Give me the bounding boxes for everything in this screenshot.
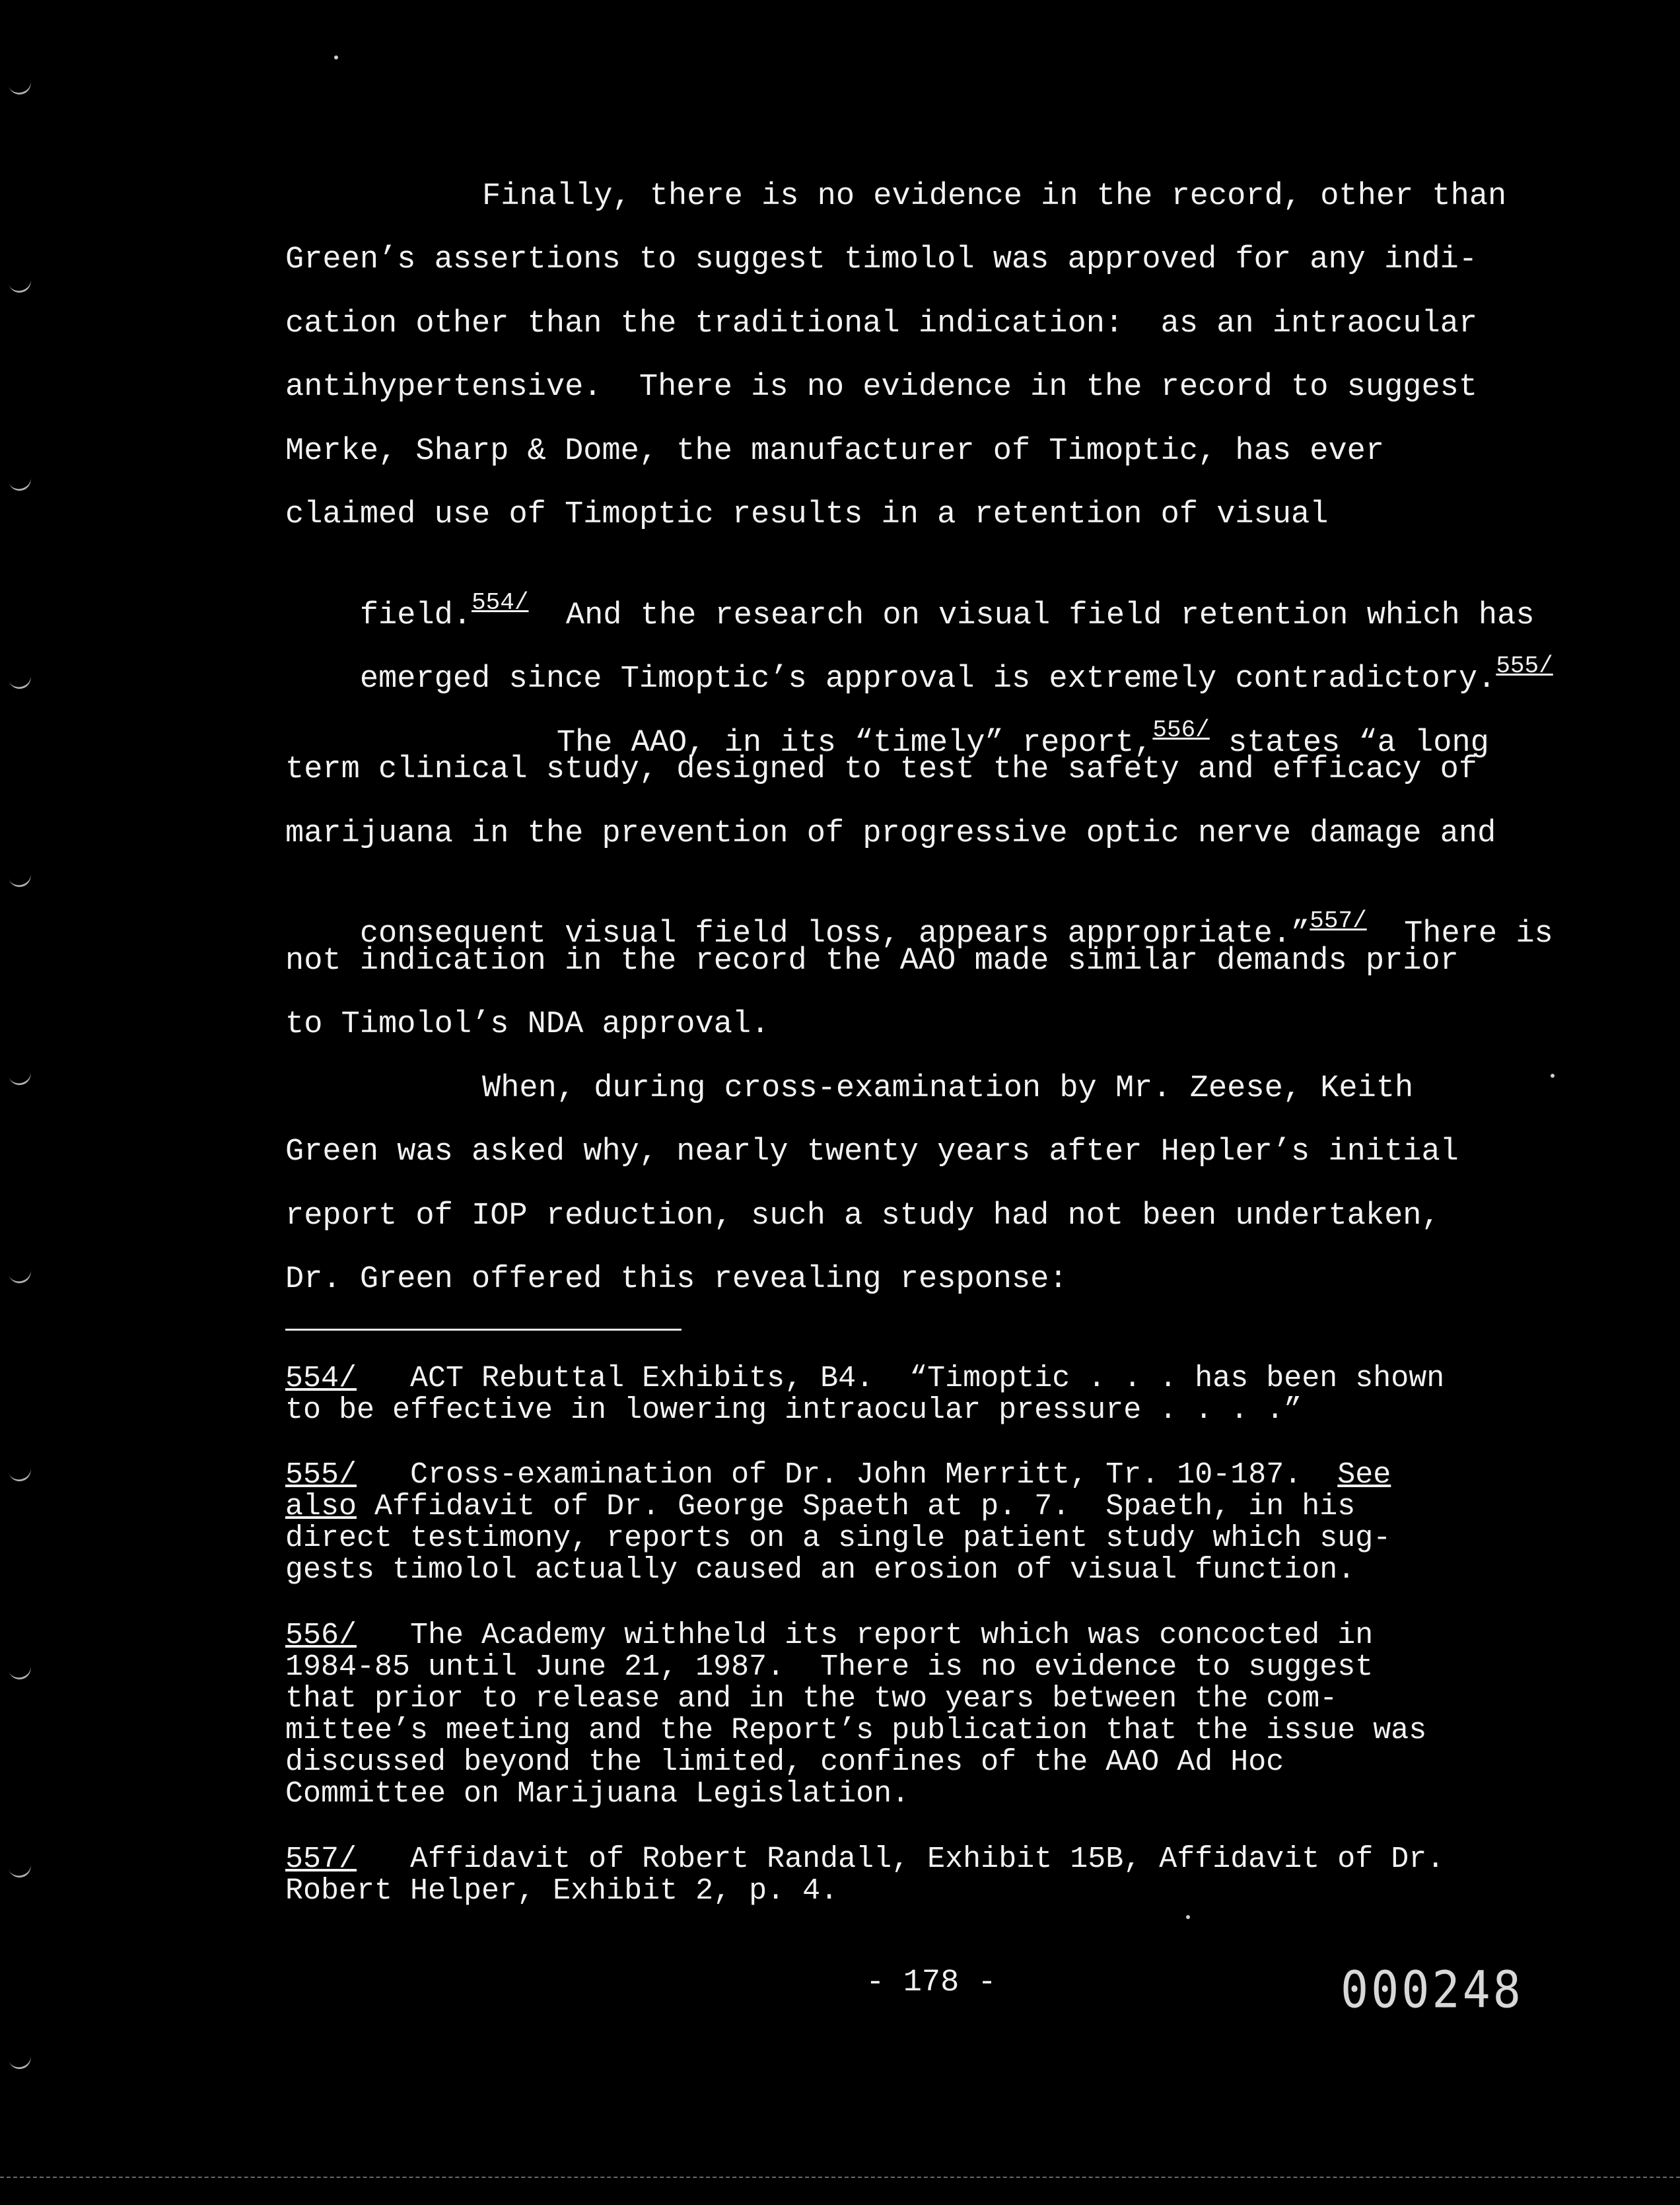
body-line: When, during cross-examination by Mr. Zeese, Keith bbox=[482, 1071, 1414, 1106]
footnote-line: Committee on Marijuana Legislation. bbox=[285, 1777, 910, 1811]
body-text: emerged since Timoptic’s approval is extremely contradictory. bbox=[359, 662, 1496, 697]
body-line: claimed use of Timoptic results in a retention of visual bbox=[285, 497, 1329, 532]
see-also-citation: also bbox=[285, 1490, 357, 1523]
bates-stamp: 000248 bbox=[1341, 1959, 1523, 2020]
footnote-number: 557/ bbox=[285, 1842, 357, 1876]
footnote-554 bbox=[285, 1363, 1580, 1426]
scan-speck bbox=[334, 55, 338, 59]
footnote-line: gests timolol actually caused an erosion of visual function. bbox=[285, 1553, 1356, 1587]
body-line: Green was asked why, nearly twenty years after Hepler’s initial bbox=[285, 1135, 1459, 1170]
footnote-text: The Academy withheld its report which was concocted in bbox=[357, 1619, 1374, 1652]
footnote-line: that prior to release and in the two years between the com- bbox=[285, 1682, 1338, 1716]
footnote-number: 554/ bbox=[285, 1362, 357, 1395]
footnote-line: 1984-85 until June 21, 1987. There is no evidence to suggest bbox=[285, 1650, 1374, 1684]
footnote-text: ACT Rebuttal Exhibits, B4. “Timoptic . . . has been shown bbox=[357, 1362, 1445, 1395]
body-line: cation other than the traditional indication: as an intraocular bbox=[285, 306, 1478, 341]
margin-hole-mark bbox=[8, 1067, 34, 1088]
body-line: Green’s assertions to suggest timolol was approved for any indi- bbox=[285, 242, 1478, 277]
footnote-ref-555: 555/ bbox=[1496, 652, 1553, 680]
footnote-line bbox=[285, 1459, 1580, 1491]
body-line: Finally, there is no evidence in the record, other than bbox=[482, 179, 1507, 214]
margin-hole-mark bbox=[8, 869, 34, 890]
scan-speck bbox=[1186, 1915, 1190, 1919]
page-number: - 178 - bbox=[866, 1965, 997, 2000]
see-also-citation: See bbox=[1337, 1458, 1391, 1492]
margin-hole-mark bbox=[8, 275, 34, 295]
body-text: states “a long bbox=[1209, 726, 1489, 761]
footnote-555 bbox=[285, 1459, 1580, 1586]
margin-hole-mark bbox=[8, 77, 34, 97]
footnote-text: Cross-examination of Dr. John Merritt, Tr. 10-187. bbox=[357, 1458, 1338, 1492]
margin-hole-mark bbox=[8, 1662, 34, 1682]
body-text: consequent visual field loss, appears appropriate.” bbox=[359, 917, 1310, 952]
body-text: And the research on visual field retention which has bbox=[528, 598, 1535, 633]
body-text: field. bbox=[359, 598, 472, 633]
footnote-number: 555/ bbox=[285, 1458, 357, 1492]
footnote-separator bbox=[285, 1329, 682, 1331]
footnote-556 bbox=[285, 1620, 1580, 1810]
footnote-ref-556: 556/ bbox=[1152, 717, 1210, 744]
body-line: Dr. Green offered this revealing response: bbox=[285, 1262, 1068, 1297]
footnote-line: to be effective in lowering intraocular pressure . . . .” bbox=[285, 1393, 1302, 1427]
body-line: antihypertensive. There is no evidence in the record to suggest bbox=[285, 370, 1478, 405]
margin-hole-mark bbox=[8, 1860, 34, 1880]
margin-hole-mark bbox=[8, 473, 34, 493]
footnote-line bbox=[285, 1844, 1580, 1875]
body-line: Merke, Sharp & Dome, the manufacturer of Timoptic, has ever bbox=[285, 434, 1385, 469]
margin-hole-mark bbox=[8, 671, 34, 691]
body-line: report of IOP reduction, such a study had not been undertaken, bbox=[285, 1199, 1440, 1234]
footnote-text: Affidavit of Dr. George Spaeth at p. 7. Spaeth, in his bbox=[357, 1490, 1356, 1523]
footnote-number: 556/ bbox=[285, 1619, 357, 1652]
footnote-ref-554: 554/ bbox=[472, 589, 529, 616]
footnote-line bbox=[285, 1363, 1580, 1395]
body-text: The AAO, in its “timely” report, bbox=[556, 726, 1153, 761]
body-line: marijuana in the prevention of progressive optic nerve damage and bbox=[285, 816, 1496, 851]
footnote-557 bbox=[285, 1844, 1580, 1907]
footnote-line: direct testimony, reports on a single patient study which sug- bbox=[285, 1522, 1391, 1555]
margin-hole-mark bbox=[8, 1265, 34, 1286]
footnote-line: Robert Helper, Exhibit 2, p. 4. bbox=[285, 1874, 839, 1908]
scan-edge bbox=[0, 2177, 1680, 2178]
footnote-line bbox=[285, 1491, 1580, 1523]
footnote-line: mittee’s meeting and the Report’s publication that the issue was bbox=[285, 1714, 1427, 1747]
footnote-ref-557: 557/ bbox=[1310, 907, 1367, 934]
footnote-text: Affidavit of Robert Randall, Exhibit 15B, Affidavit of Dr. bbox=[357, 1842, 1445, 1876]
body-line: to Timolol’s NDA approval. bbox=[285, 1007, 770, 1042]
body-line: not indication in the record the AAO made similar demands prior bbox=[285, 944, 1459, 979]
margin-hole-mark bbox=[8, 1463, 34, 1484]
body-line: term clinical study, designed to test the safety and efficacy of bbox=[285, 752, 1478, 787]
margin-hole-mark bbox=[8, 2051, 34, 2072]
body-text: There is bbox=[1366, 917, 1553, 952]
footnote-line bbox=[285, 1620, 1580, 1652]
footnote-line: discussed beyond the limited, confines of the AAO Ad Hoc bbox=[285, 1745, 1284, 1779]
